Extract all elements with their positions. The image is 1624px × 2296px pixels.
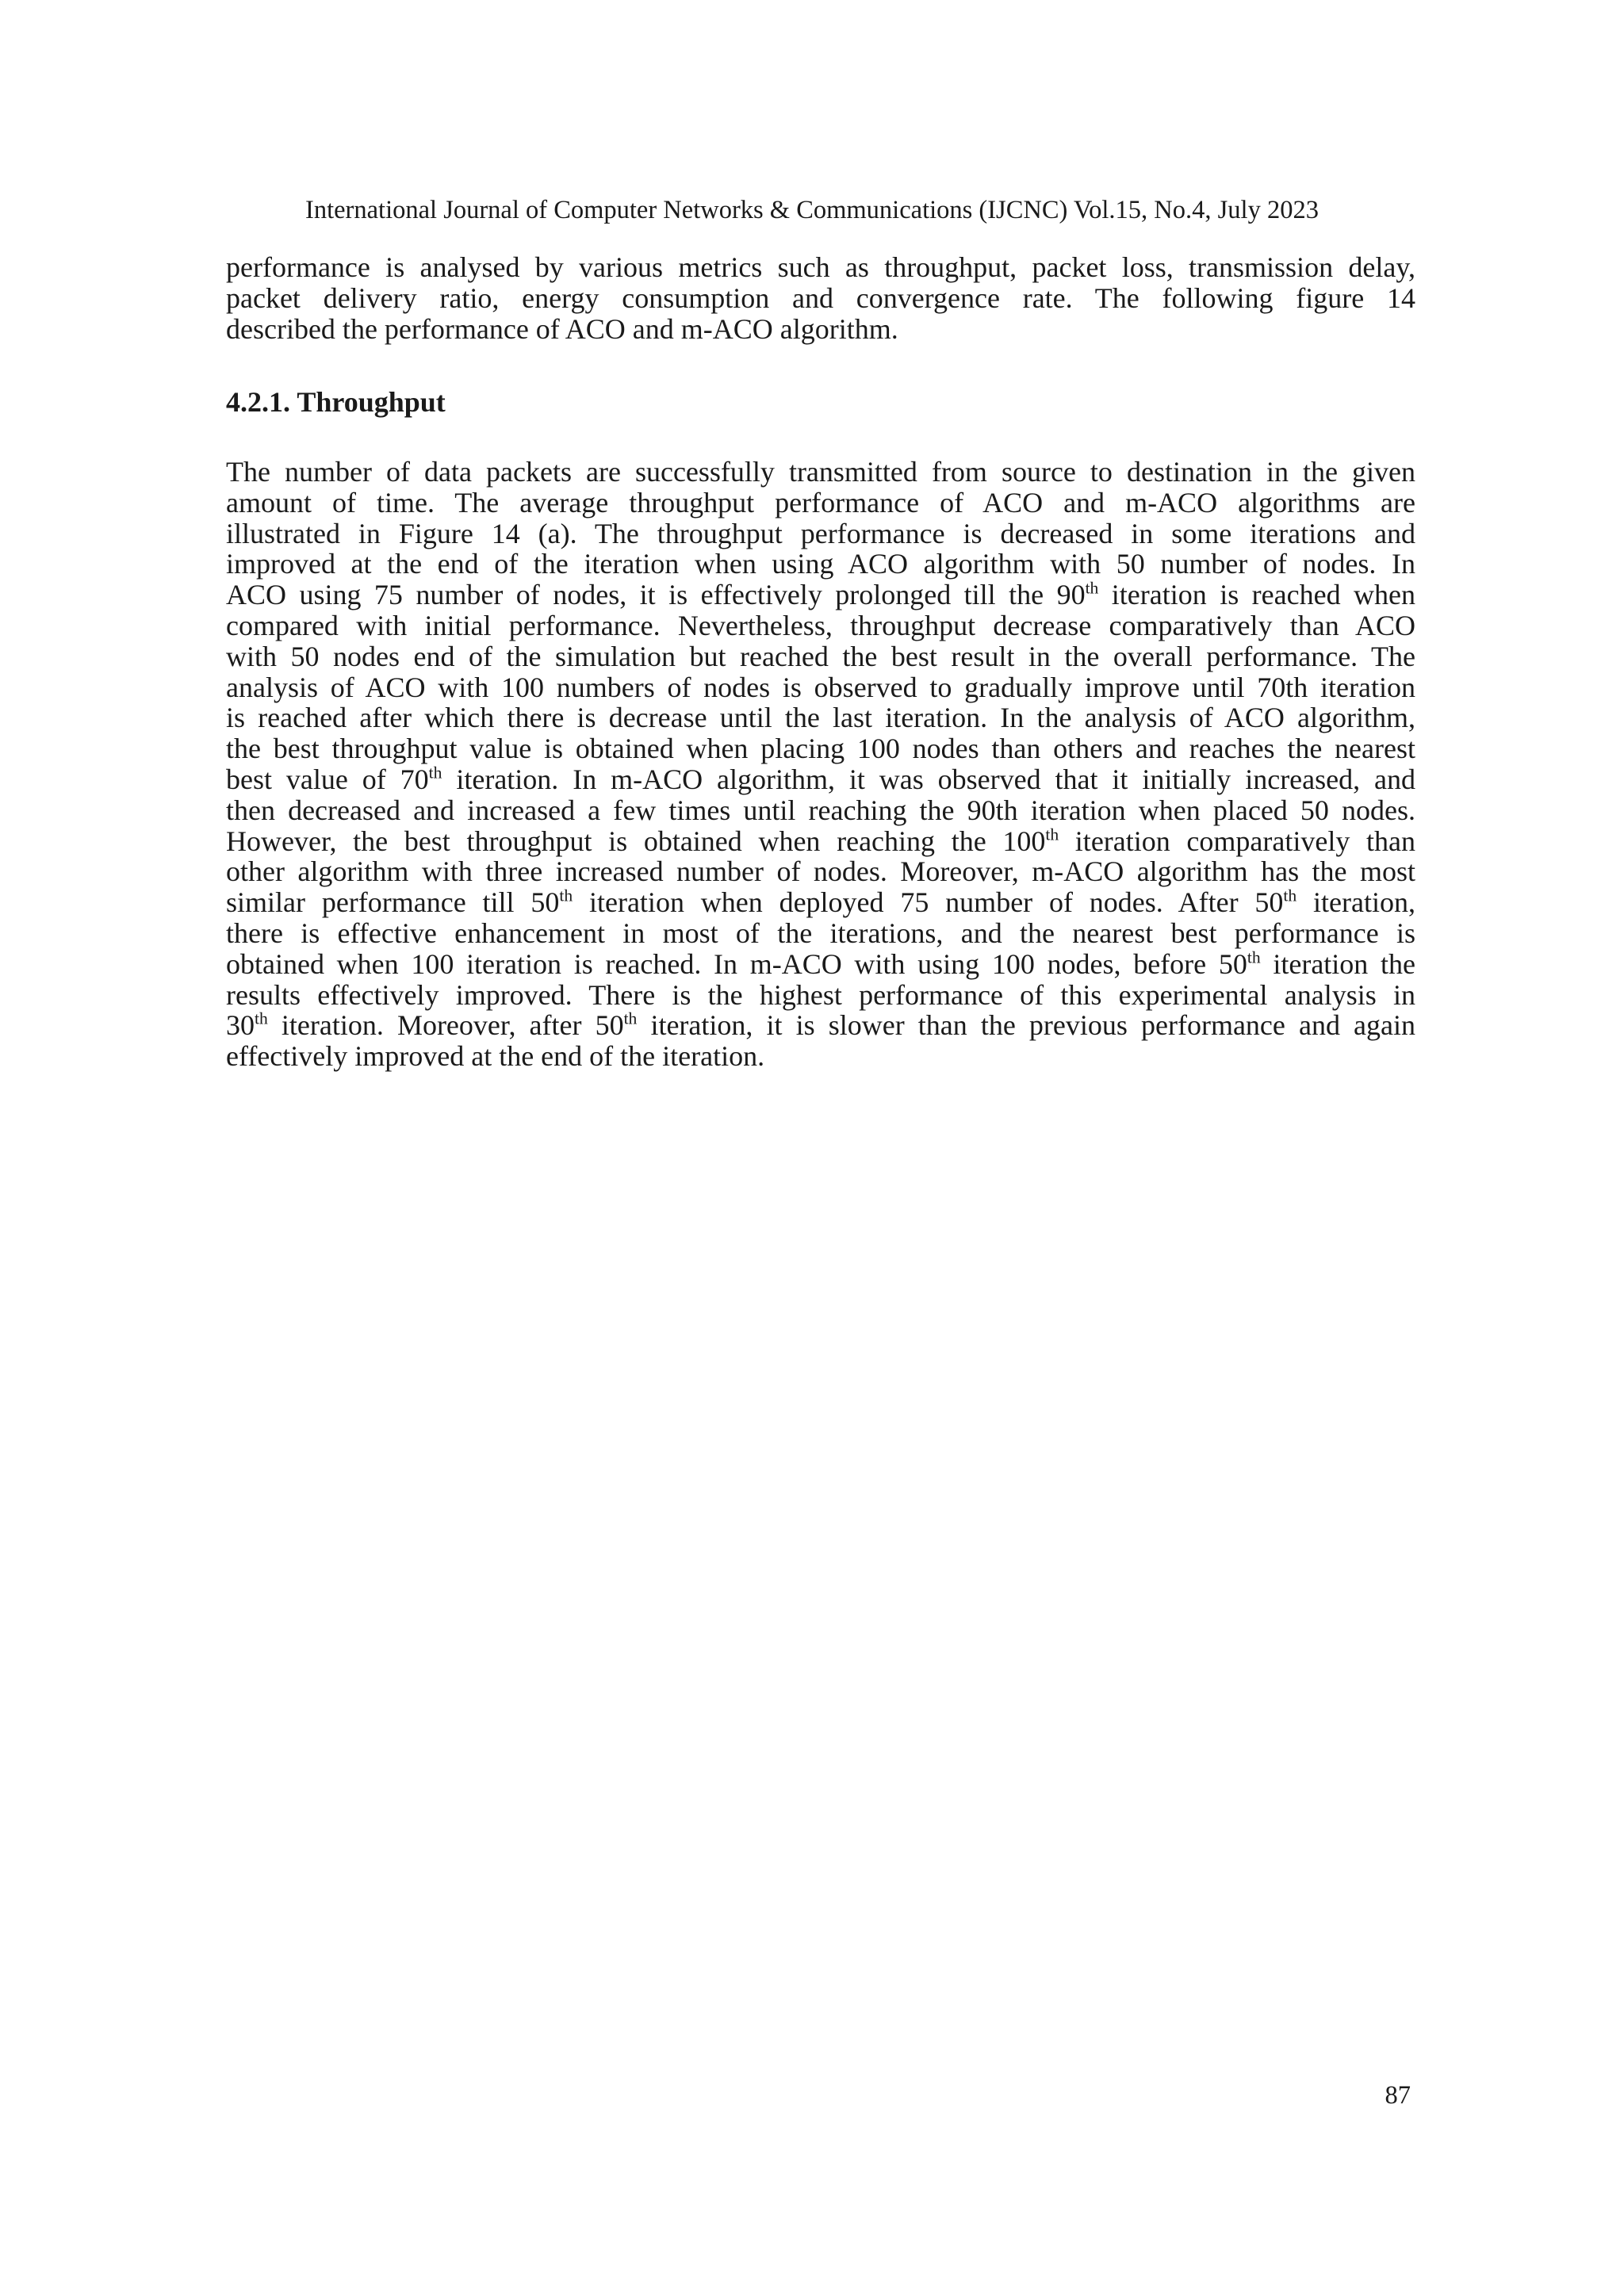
text-run: obtained when 100 iteration is reached. In m-ACO with using 100 nodes, before 50 [226,947,1247,980]
text-line: improved at the end of the iteration when using ACO algorithm with 50 number of nodes. In [226,548,1415,580]
text-line: effectively improved at the end of the iteration. [226,1040,765,1073]
text-run: iteration, [1297,886,1415,919]
journal-header: International Journal of Computer Networks & Communications (IJCNC) Vol.15, No.4, July 2023 [305,196,1319,224]
text-line: then decreased and increased a few times until reaching the 90th iteration when placed 50 nodes. [226,794,1415,826]
throughput-paragraph [226,457,1415,1072]
text-line: amount of time. The average throughput performance of ACO and m-ACO algorithms are [226,486,1415,519]
superscript: th [1283,886,1297,905]
text-line [226,580,1415,610]
page-number: 87 [1385,2081,1411,2110]
text-line [226,1010,1415,1041]
text-line: described the performance of ACO and m-ACO algorithm. [226,312,898,345]
intro-paragraph [226,252,1415,344]
text-line [226,887,1415,918]
text-run: iteration the [1260,947,1415,980]
text-run: iteration when deployed 75 number of nodes. After 50 [573,886,1284,919]
text-run: ACO using 75 number of nodes, it is effectively prolonged till the 90 [226,579,1086,611]
text-run: iteration is reached when [1098,579,1415,611]
text-run: 30 [226,1009,255,1042]
text-line [226,826,1415,857]
text-run: best value of 70 [226,763,429,795]
superscript: th [428,763,442,783]
text-line: illustrated in Figure 14 (a). The throughput performance is decreased in some iterations and [226,517,1415,549]
text-line: The number of data packets are successfully transmitted from source to destination in the given [226,456,1415,488]
superscript: th [1085,578,1099,598]
text-line: compared with initial performance. Nevertheless, throughput decrease comparatively than ACO [226,609,1415,641]
text-line: other algorithm with three increased number of nodes. Moreover, m-ACO algorithm has the most [226,855,1415,888]
text-line: results effectively improved. There is the highest performance of this experimental analysis in [226,978,1415,1011]
text-line: the best throughput value is obtained when placing 100 nodes than others and reaches the nearest [226,733,1415,765]
text-run: However, the best throughput is obtained when reaching the 100 [226,825,1046,857]
superscript: th [1045,825,1059,844]
text-run: iteration. In m-ACO algorithm, it was observed that it initially increased, and [442,763,1416,795]
text-run: iteration comparatively than [1059,825,1415,857]
superscript: th [559,886,573,905]
text-line [226,764,1415,795]
text-line: there is effective enhancement in most of the iterations, and the nearest best performance is [226,916,1415,949]
superscript: th [255,1008,268,1028]
section-heading: 4.2.1. Throughput [226,386,446,418]
text-line: is reached after which there is decrease until the last iteration. In the analysis of ACO algorithm, [226,702,1415,734]
superscript: th [623,1008,638,1028]
superscript: th [1247,947,1261,967]
text-run: iteration, it is slower than the previous performance and again [637,1009,1415,1042]
text-line: performance is analysed by various metrics such as throughput, packet loss, transmission delay, [226,251,1415,283]
text-line [226,949,1415,980]
text-line: packet delivery ratio, energy consumption and convergence rate. The following figure 14 [226,281,1415,314]
text-run: similar performance till 50 [226,886,560,919]
text-run: iteration. Moreover, after 50 [267,1009,624,1042]
text-line: analysis of ACO with 100 numbers of nodes is observed to gradually improve until 70th iteration [226,671,1415,703]
text-line: with 50 nodes end of the simulation but reached the best result in the overall performance. The [226,640,1415,672]
